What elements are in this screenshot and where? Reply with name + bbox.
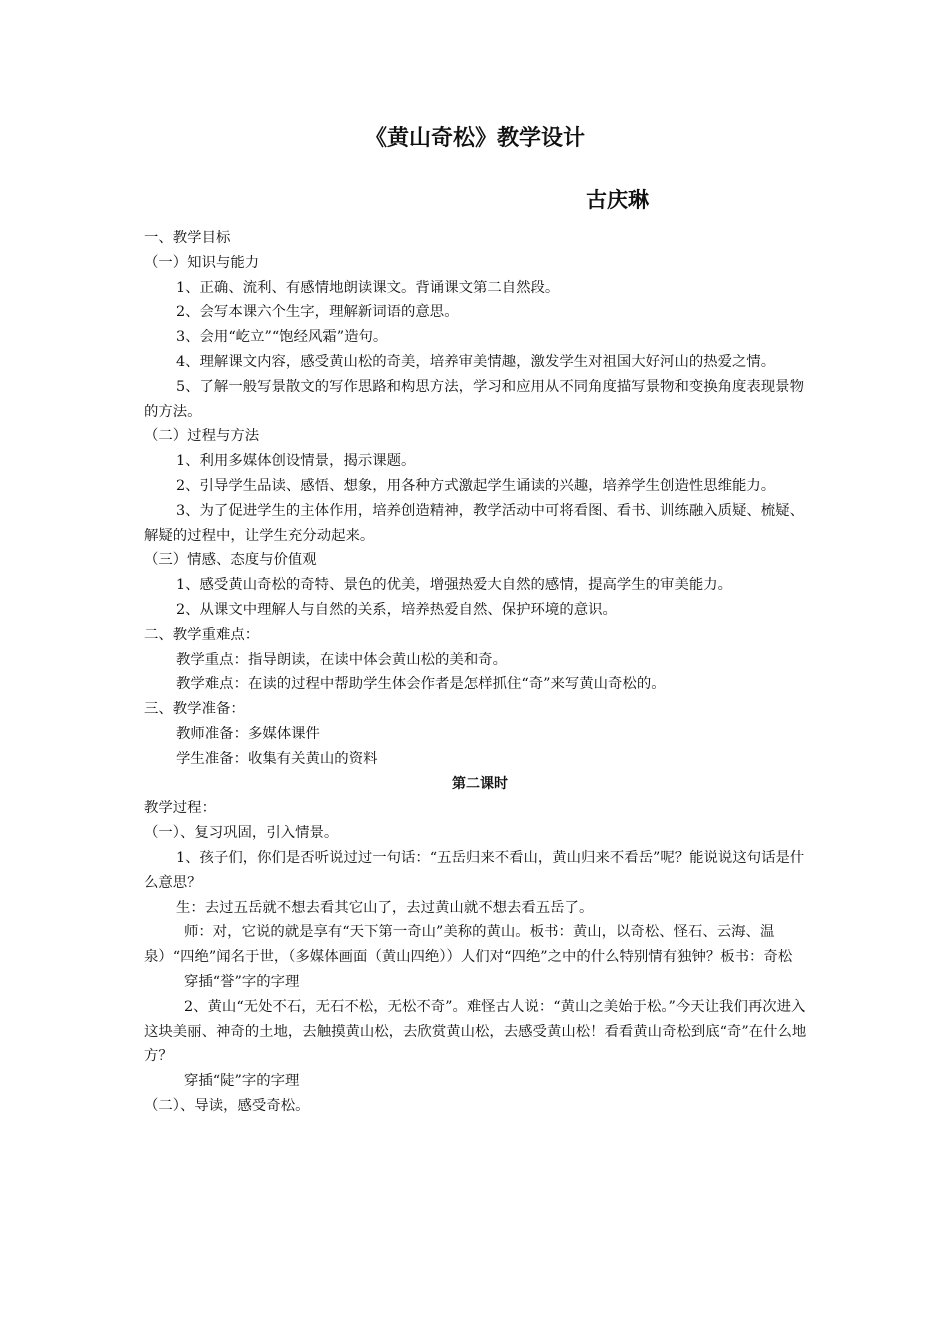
paragraph: 1、正确、流利、有感情地朗读课文。背诵课文第二自然段。 [176,279,560,296]
subsection-heading-review: （一）、复习巩固，引入情景。 [144,825,339,842]
paragraph: 2、引导学生品读、感悟、想象，用各种方式激起学生诵读的兴趣，培养学生创造性思维能力。 [176,477,776,494]
paragraph: 2、从课文中理解人与自然的关系，培养热爱自然、保护环境的意识。 [176,601,617,618]
document-author: 古庆琳 [586,188,649,212]
section-heading-preparation: 三、教学准备： [144,701,245,718]
paragraph: 穿插“陡”字的字理 [184,1073,300,1090]
section-heading-key-points: 二、教学重难点： [144,626,260,643]
paragraph: 5、了解一般写景散文的写作思路和构思方法，学习和应用从不同角度描写景物和变换角度表现景物的方法。 [144,378,804,420]
paragraph: 穿插“誉”字的字理 [184,973,300,990]
paragraph: 2、黄山“无处不石，无石不松，无松不奇”。难怪古人说：“黄山之美始于松。”今天让我们再次进入这块美丽、神奇的土地，去触摸黄山松，去欣赏黄山松，去感受黄山松！看看黄山奇松到底“奇”在什么地方？ [144,998,807,1065]
subsection-heading-emotion: （三）情感、态度与价值观 [144,552,317,569]
lesson-heading: 第二课时 [452,775,508,792]
paragraph: 教学重点：指导朗读，在读中体会黄山松的美和奇。 [176,651,507,668]
subsection-heading-knowledge: （一）知识与能力 [144,254,260,271]
paragraph: 1、利用多媒体创设情景，揭示课题。 [176,453,416,470]
subsection-heading-guided-reading: （二）、导读，感受奇松。 [144,1097,310,1114]
paragraph: 师：对，它说的就是享有“天下第一奇山”美称的黄山。板书：黄山，以奇松、怪石、云海、温泉）“四绝”闻名于世，（多媒体画面（黄山四绝））人们对“四绝”之中的什么特别情有独钟？板书：奇松 [144,924,793,966]
section-heading-objectives: 一、教学目标 [144,230,231,246]
subsection-heading-process: （二）过程与方法 [144,428,260,445]
paragraph: 教师准备：多媒体课件 [176,725,320,742]
document-body [144,226,816,1119]
paragraph: 1、感受黄山奇松的奇特、景色的优美，增强热爱大自然的感情，提高学生的审美能力。 [176,577,733,594]
section-heading-procedure: 教学过程： [144,800,216,817]
document-title: 《黄山奇松》教学设计 [364,126,585,151]
paragraph: 教学难点：在读的过程中帮助学生体会作者是怎样抓住“奇”来写黄山奇松的。 [176,676,666,693]
paragraph: 学生准备：收集有关黄山的资料 [176,750,378,767]
paragraph: 生：去过五岳就不想去看其它山了，去过黄山就不想去看五岳了。 [176,899,594,916]
paragraph: 4、理解课文内容，感受黄山松的奇美，培养审美情趣，激发学生对祖国大好河山的热爱之情。 [176,353,776,370]
paragraph: 3、会用“屹立”“饱经风霜”造句。 [176,329,388,346]
paragraph: 2、会写本课六个生字，理解新词语的意思。 [176,304,459,321]
paragraph: 3、为了促进学生的主体作用，培养创造精神，教学活动中可将看图、看书、训练融入质疑、梳疑、解疑的过程中，让学生充分动起来。 [144,502,804,544]
paragraph: 1、孩子们，你们是否听说过过一句话：“五岳归来不看山，黄山归来不看岳”呢？能说说这句话是什么意思？ [144,849,805,891]
